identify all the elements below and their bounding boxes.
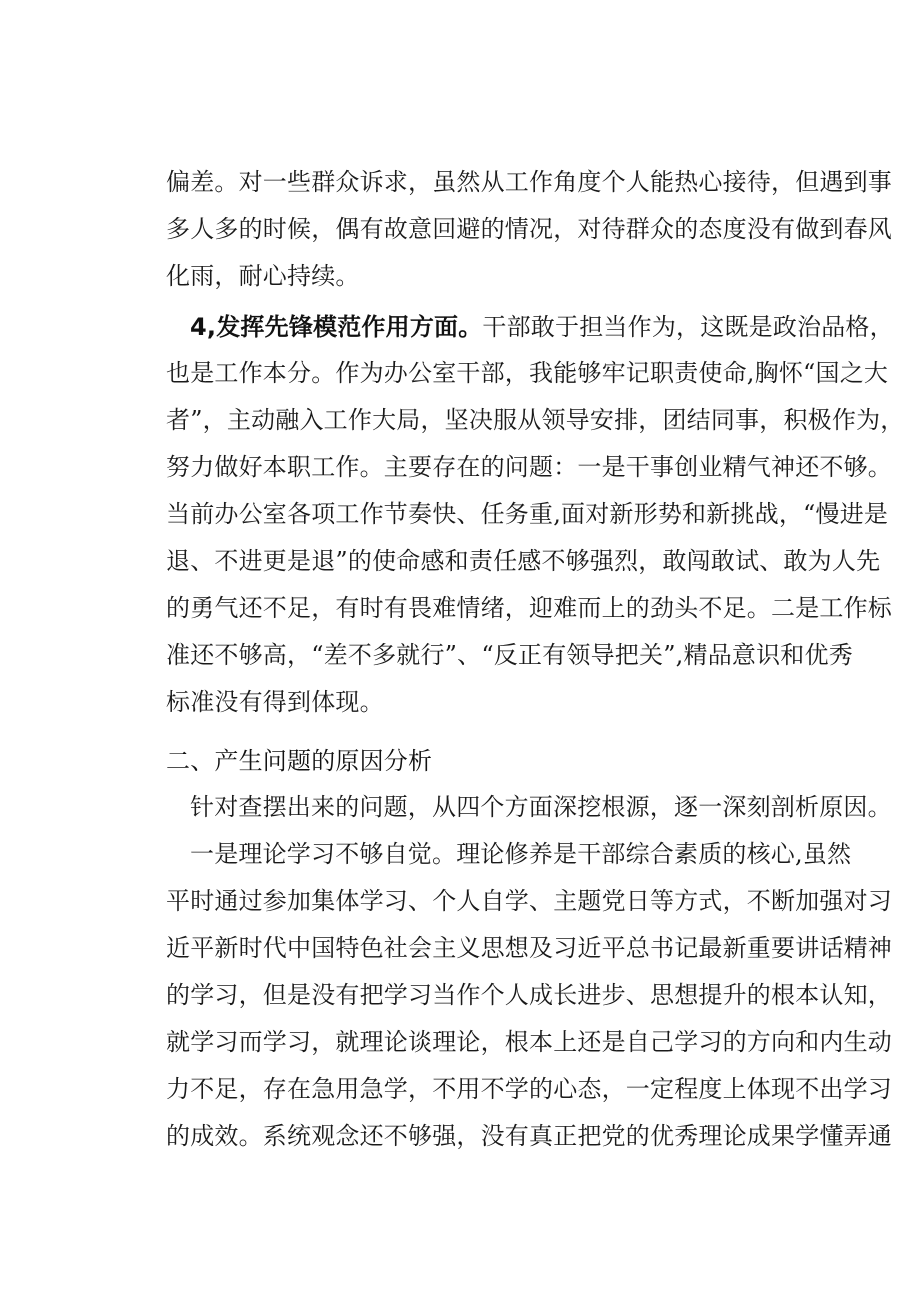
section-lead-bold: 4,发挥先锋模范作用方面。 (190, 313, 483, 341)
text-line: 就学习而学习，就理论谈理论，根本上还是自己学习的方向和内生动 (166, 1028, 892, 1056)
text-line: 退、不进更是退”的使命感和责任感不够强烈，敢闯敢试、敢为人先 (166, 547, 881, 575)
text-line: 针对查摆出来的问题，从四个方面深挖根源，逐一深刻剖析原因。 (190, 793, 892, 821)
text-line: 也是工作本分。作为办公室干部，我能够牢记职责使命,胸怀“国之大 (166, 359, 889, 387)
text-line: 的勇气还不足，有时有畏难情绪，迎难而上的劲头不足。二是工作标 (166, 594, 892, 622)
text-line: 者”，主动融入工作大局，坚决服从领导安排，团结同事，积极作为， (166, 406, 905, 434)
text-line: 平时通过参加集体学习、个人自学、主题党日等方式，不断加强对习 (166, 887, 892, 915)
text-line: 准还不够高，“差不多就行”、“反正有领导把关”,精品意识和优秀 (166, 641, 853, 669)
text-line: 的成效。系统观念还不够强，没有真正把党的优秀理论成果学懂弄通 (166, 1122, 892, 1150)
text-line: 偏差。对一些群众诉求，虽然从工作角度个人能热心接待，但遇到事 (166, 168, 892, 196)
text-line: 当前办公室各项工作节奏快、任务重,面对新形势和新挑战，“慢进是 (166, 500, 889, 528)
text-line: 力不足，存在急用急学，不用不学的心态，一定程度上体现不出学习 (166, 1075, 892, 1103)
text-run: 干部敢于担当作为，这既是政治品格， (482, 313, 894, 341)
text-line: 近平新时代中国特色社会主义思想及习近平总书记最新重要讲话精神 (166, 934, 892, 962)
text-line: 多人多的时候，偶有故意回避的情况，对待群众的态度没有做到春风 (166, 215, 892, 243)
text-line: 化雨，耐心持续。 (166, 262, 360, 290)
text-line: 一是理论学习不够自觉。理论修养是干部综合素质的核心,虽然 (190, 840, 852, 868)
text-line-with-bold-lead (190, 304, 894, 350)
text-line: 标准没有得到体现。 (166, 688, 384, 716)
text-line: 努力做好本职工作。主要存在的问题：一是干事创业精气神还不够。 (166, 453, 892, 481)
section-heading: 二、产生问题的原因分析 (166, 747, 433, 775)
text-line: 的学习，但是没有把学习当作个人成长进步、思想提升的根本认知， (166, 981, 892, 1009)
